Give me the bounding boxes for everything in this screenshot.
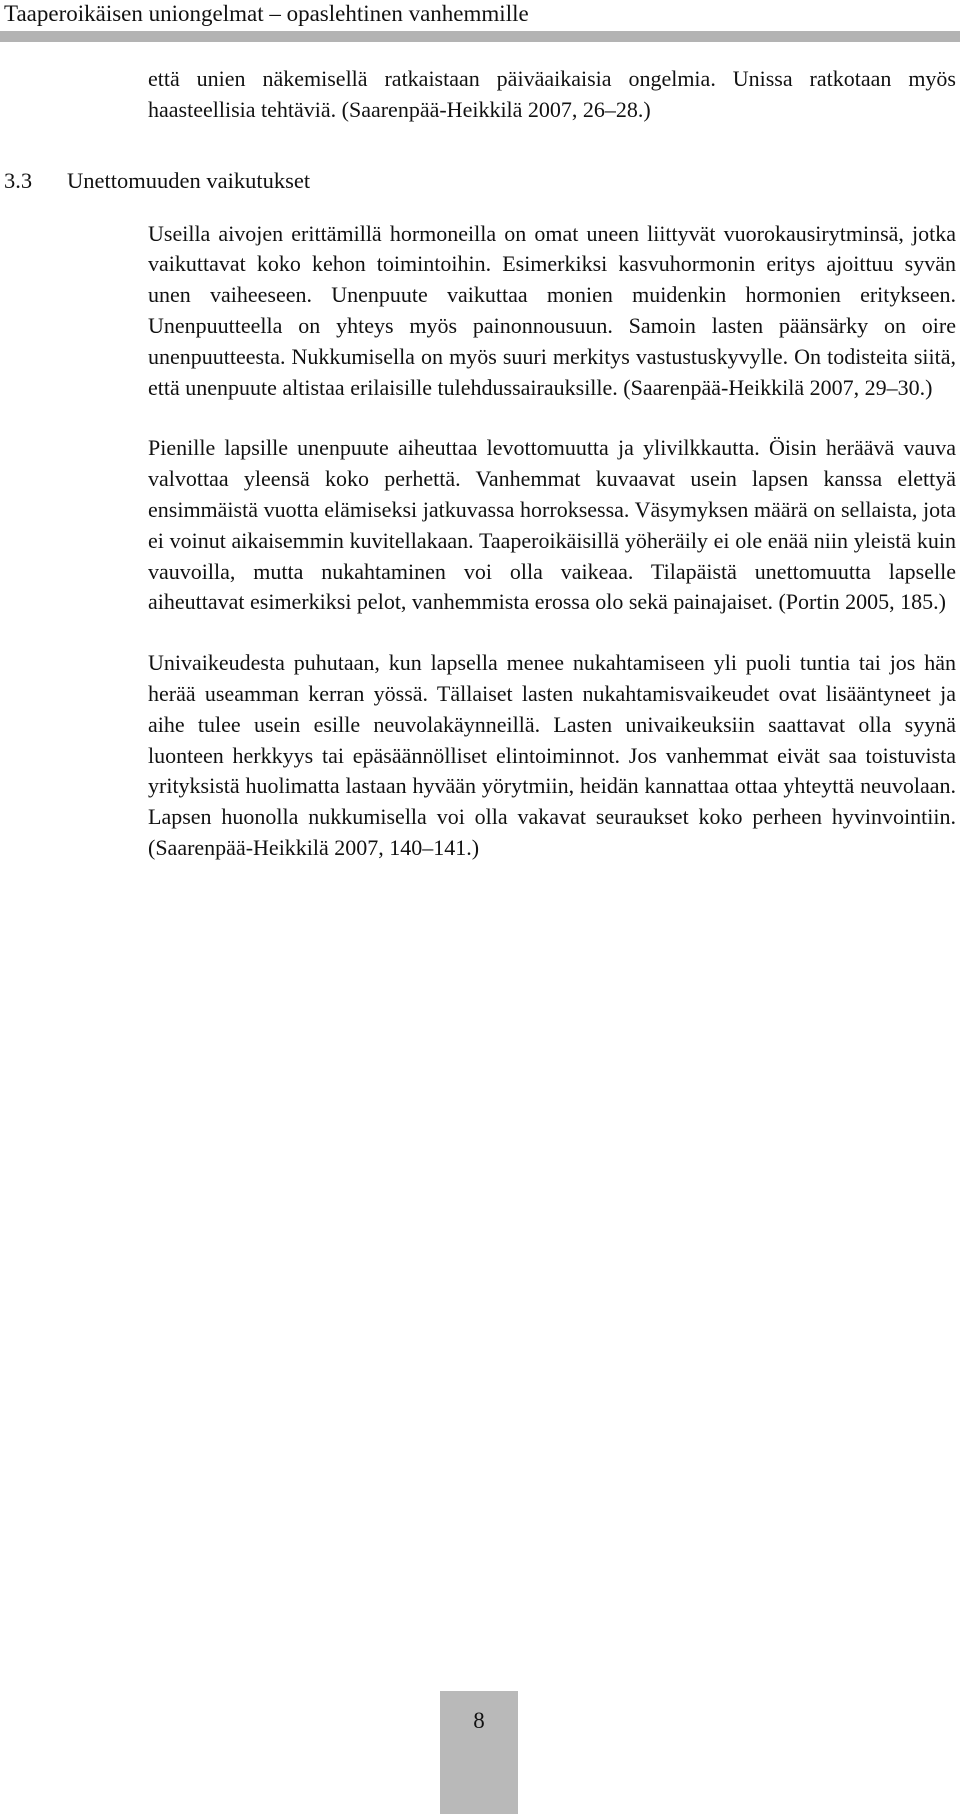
running-header <box>0 0 960 40</box>
header-rule <box>0 31 960 42</box>
page-number-box <box>440 1691 518 1814</box>
page-content <box>4 64 956 864</box>
spacer <box>148 126 956 166</box>
spacer <box>148 618 956 648</box>
document-title: Taaperoikäisen uniongelmat – opaslehtinen vanhemmille <box>4 1 529 26</box>
spacer <box>148 403 956 433</box>
body-paragraph: Univaikeudesta puhutaan, kun lapsella menee nukahtamiseen yli puoli tuntia tai jos hän herää useamman kerran yössä. Tällaiset lasten nukahtamisvaikeudet ovat lisääntyneet ja aihe tulee usein esille neuvolakäynneillä. Lasten univaikeuksiin saattavat olla syynä luonteen herkkyys tai epäsäännölliset elintoiminnot. Jos vanhemmat eivät saa toistuvista yrityksistä huolimatta lastaan hyvään yörytmiin, heidän kannattaa ottaa yhteyttä neuvolaan. Lapsen huonolla nukkumisella voi olla vakavat seuraukset koko perheen hyvinvointiin. (Saarenpää-Heikkilä 2007, 140–141.) <box>148 650 956 860</box>
intro-paragraph: että unien näkemisellä ratkaistaan päiväaikaisia ongelmia. Unissa ratkotaan myös haasteellisia tehtäviä. (Saarenpää-Heikkilä 2007, 26–28.) <box>148 66 956 122</box>
spacer <box>148 196 956 219</box>
section-number: 3.3 <box>4 167 33 193</box>
section-title: Unettomuuden vaikutukset <box>67 167 311 193</box>
page-number: 8 <box>473 1708 485 1733</box>
body-paragraph: Useilla aivojen erittämillä hormoneilla on omat uneen liittyvät vuorokausirytminsä, jotka vaikuttavat koko kehon toimintoihin. Esimerkiksi kasvuhormonin eritys ajoittuu syvän unen vaiheeseen. Unenpuute vaikuttaa monien muidenkin hormonien eritykseen. Unenpuutteella on yhteys myös painonnousuun. Samoin lasten päänsärky on oire unenpuutteesta. Nukkumisella on myös suuri merkitys vastustuskyvylle. On todisteita siitä, että unenpuute altistaa erilaisille tulehdussairauksille. (Saarenpää-Heikkilä 2007, 29–30.) <box>148 220 956 400</box>
section-heading <box>4 166 956 196</box>
body-paragraph: Pienille lapsille unenpuute aiheuttaa levottomuutta ja ylivilkkautta. Öisin heräävä vauva valvottaa yleensä koko perhettä. Vanhemmat kuvaavat usein lapsen kanssa elettyä ensimmäistä vuotta elämiseksi jatkuvassa horroksessa. Väsymyksen määrä on sellaista, jota ei voinut aikaisemmin kuvitellakaan. Taaperoikäisillä yöheräily ei ole enää niin yleistä kuin vauvoilla, mutta nukahtaminen voi olla vaikeaa. Tilapäistä unettomuutta lapselle aiheuttavat esimerkiksi pelot, vanhemmista erossa olo sekä painajaiset. (Portin 2005, 185.) <box>148 435 956 615</box>
